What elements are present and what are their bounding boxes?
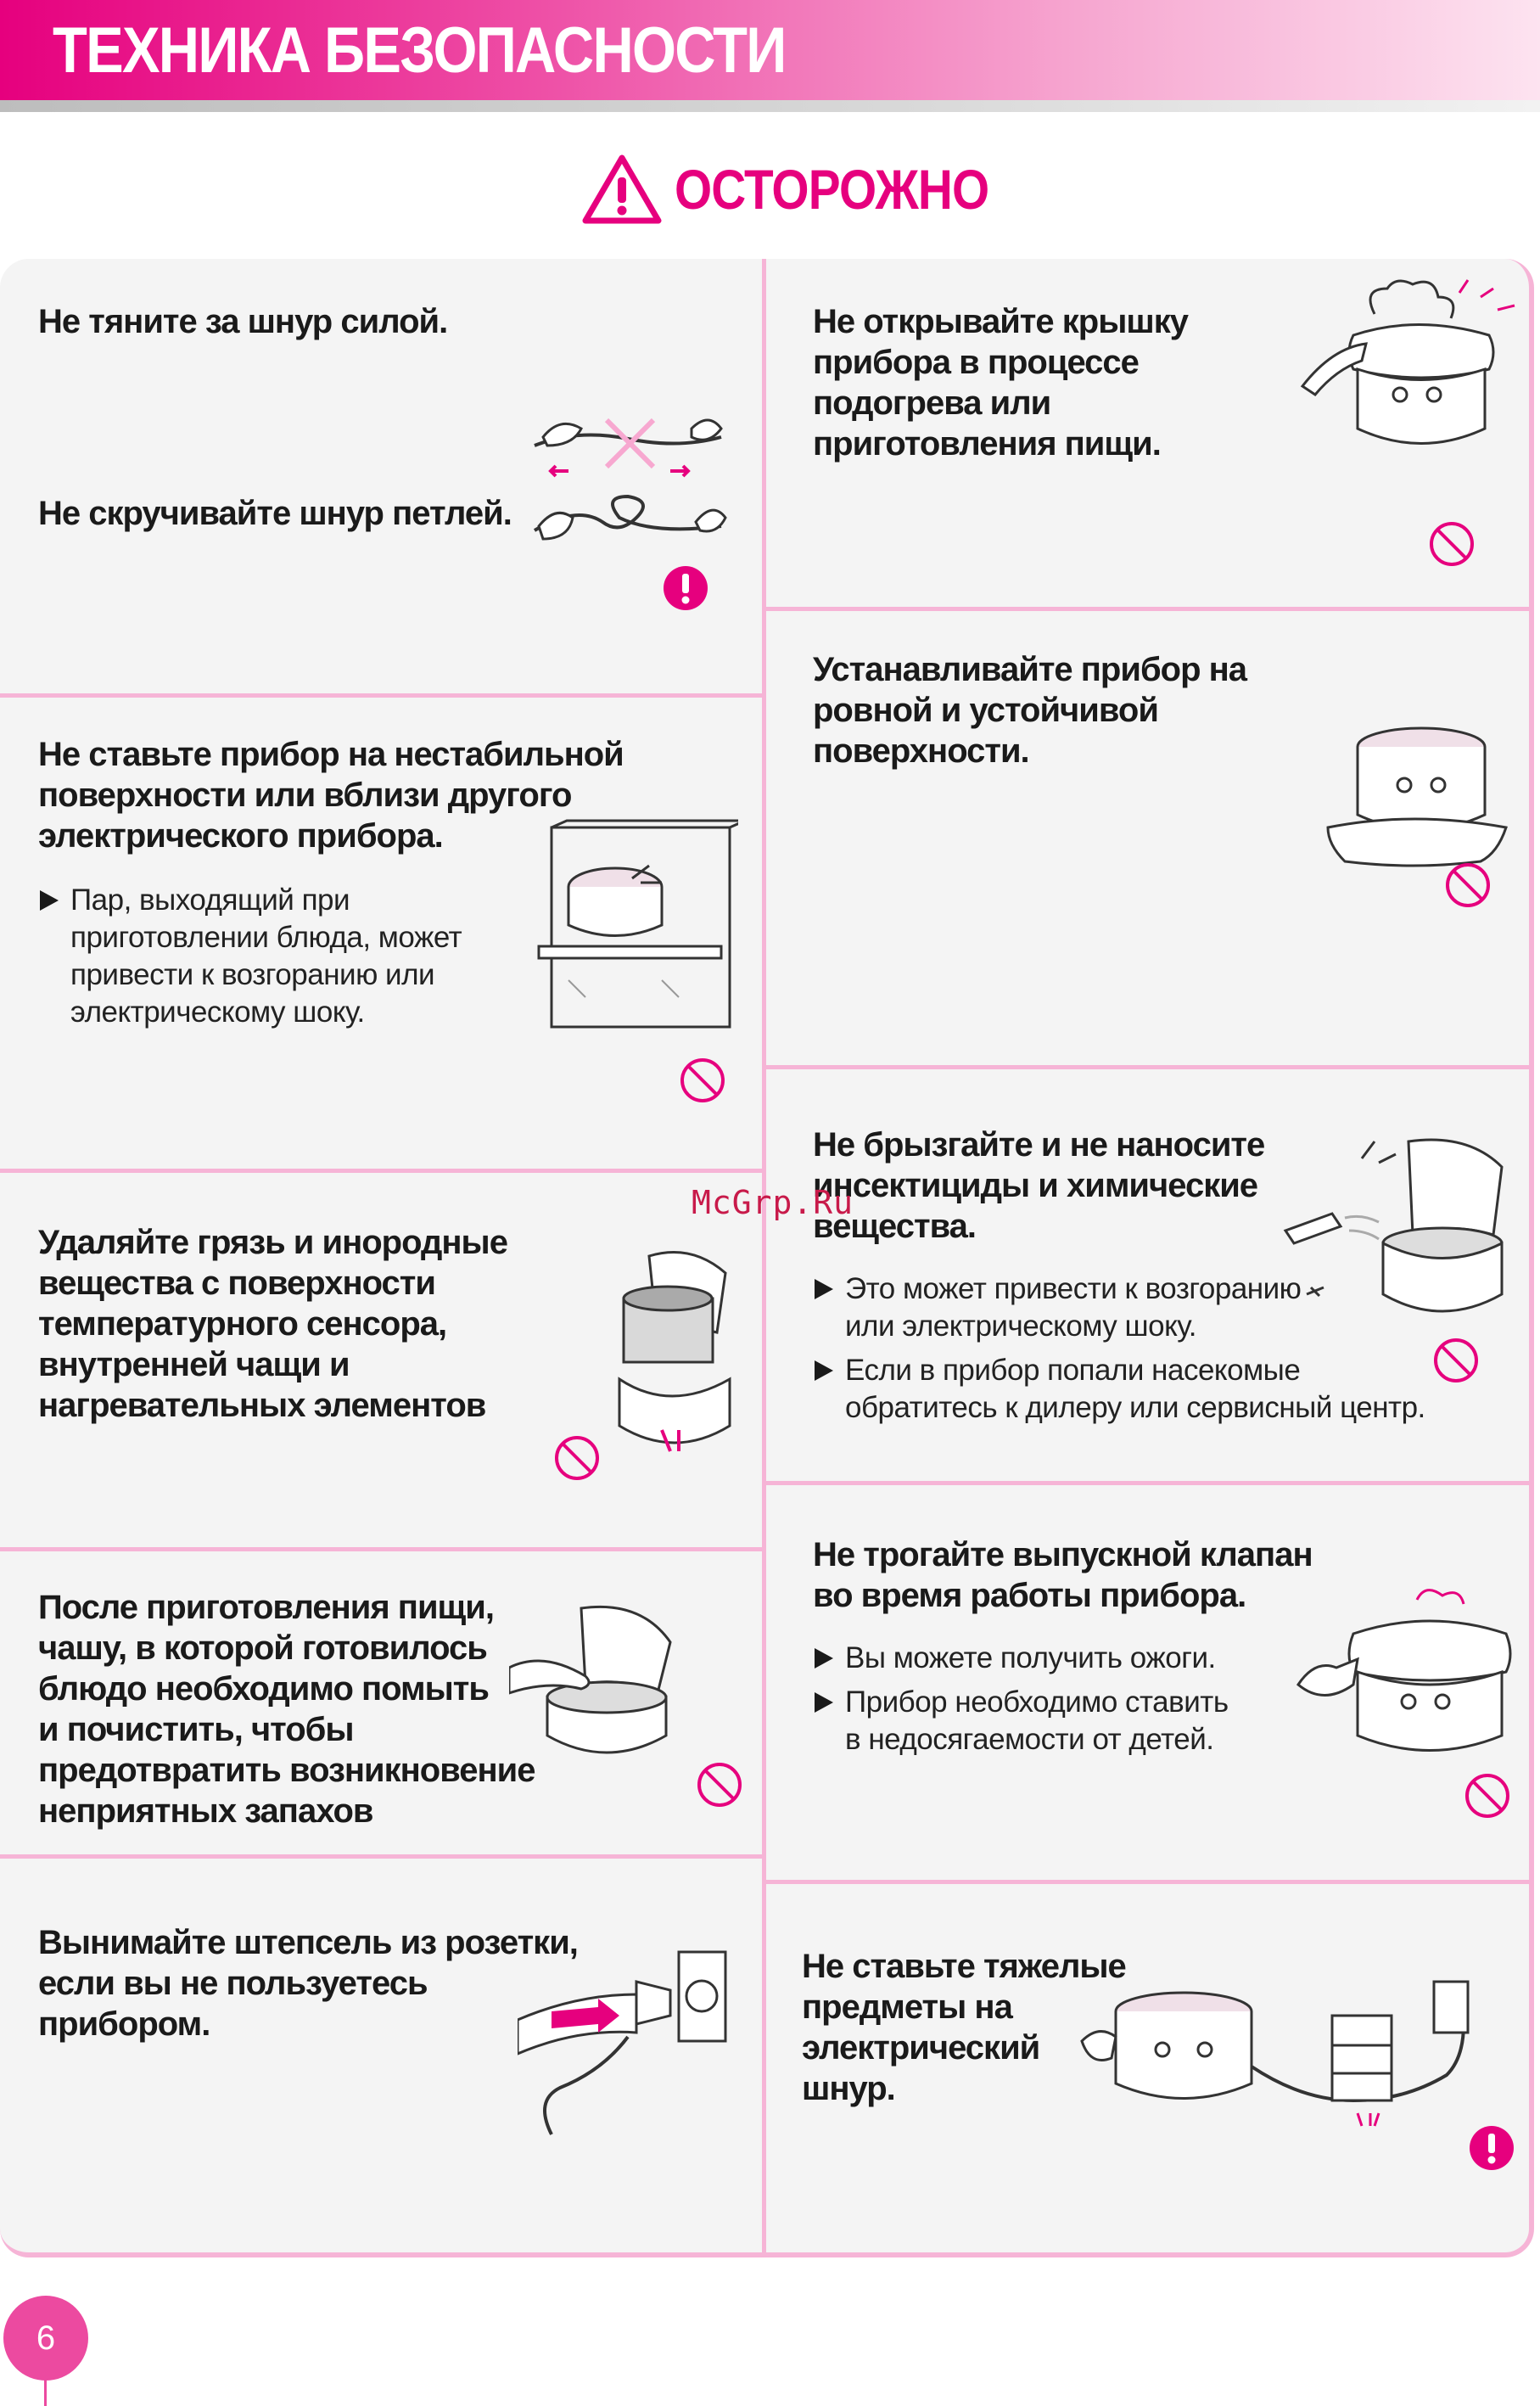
page-title: ТЕХНИКА БЕЗОПАСНОСТИ <box>53 14 786 87</box>
bullet-text: Прибор необходимо ставить в недосягаемости от детей. <box>813 1684 1509 1758</box>
prohibition-icon <box>553 1434 601 1482</box>
cell-title: Вынимайте штепсель из розетки, если вы не пользуетесь прибором. <box>38 1924 578 2043</box>
row-divider <box>766 1880 1534 1884</box>
exclamation-icon <box>1468 2124 1515 2172</box>
prohibition-icon <box>1444 861 1492 909</box>
spray-illustration <box>1281 1133 1519 1328</box>
prohibition-icon <box>696 1761 743 1809</box>
bullet-text: Вы можете получить ожоги. <box>813 1640 1509 1677</box>
exclamation-icon <box>662 564 709 612</box>
cord-hands-illustration <box>526 386 730 564</box>
prohibition-icon <box>1428 520 1476 568</box>
prohibition-icon <box>1432 1337 1480 1384</box>
valve-burn-illustration <box>1290 1583 1519 1769</box>
cell-title: Не ставьте прибор на нестабильной поверхности или вблизи другого электрического прибора. <box>38 736 624 855</box>
caution-heading <box>581 151 1040 227</box>
row-divider <box>0 693 762 698</box>
cell-title: Не ставьте тяжелые предметы на электрический шнур. <box>802 1948 1126 2107</box>
row-divider <box>766 607 1534 611</box>
cell-title: Не тяните за шнур силой. <box>38 303 448 340</box>
page-number: 6 <box>3 2296 88 2381</box>
header-shadow <box>0 100 1540 112</box>
column-divider <box>762 259 766 2253</box>
bullet-text: Если в прибор попали насекомые обратитесь к дилеру или сервисный центр. <box>813 1352 1509 1427</box>
watermark: McGrp.Ru <box>692 1184 854 1221</box>
row-divider <box>766 1065 1534 1069</box>
row-divider <box>0 1169 762 1173</box>
safety-panel <box>0 259 1534 2257</box>
header-band <box>0 0 1540 100</box>
cabinet-illustration <box>535 819 738 1031</box>
heavy-object-cord-illustration <box>1078 1965 1502 2160</box>
plug-socket-illustration <box>518 1943 738 2147</box>
row-divider <box>766 1481 1534 1485</box>
cell-title: Не открывайте крышку прибора в процессе подогрева или приготовления пищи. <box>813 303 1188 463</box>
warning-triangle-icon <box>581 154 663 225</box>
cell-title: Не трогайте выпускной клапан во время работы прибора. <box>813 1536 1313 1614</box>
inner-pot-illustration <box>611 1248 747 1460</box>
cell-title: Не скручивайте шнур петлей. <box>38 495 512 532</box>
page-number-line <box>44 2376 47 2406</box>
cell-title: Не брызгайте и не наносите инсектициды и химические вещества. <box>813 1126 1265 1245</box>
cooker-on-surface-illustration <box>1324 709 1510 878</box>
row-divider <box>0 1547 762 1551</box>
prohibition-icon <box>679 1057 726 1104</box>
bullet-text: Пар, выходящий при приготовлении блюда, может привести к возгоранию или электрическому шоку. <box>38 882 717 1031</box>
cell-title: После приготовления пищи, чашу, в которой готовилось блюдо необходимо помыть и почистить, чтобы предотвратить возникновение неприятных запахов <box>38 1589 535 1830</box>
cell-title: Устанавливайте прибор на ровной и устойчивой поверхности. <box>813 651 1247 770</box>
bullet-text: Это может привести к возгоранию или электрическому шоку. <box>813 1270 1509 1345</box>
steam-cooker-illustration <box>1298 276 1519 471</box>
caution-label: ОСТОРОЖНО <box>675 158 989 221</box>
prohibition-icon <box>1464 1772 1511 1820</box>
cell-title: Удаляйте грязь и инородные вещества с поверхности температурного сенсора, внутренней чащи и нагревательных элементов <box>38 1224 507 1424</box>
row-divider <box>0 1854 762 1859</box>
washing-bowl-illustration <box>509 1600 679 1769</box>
